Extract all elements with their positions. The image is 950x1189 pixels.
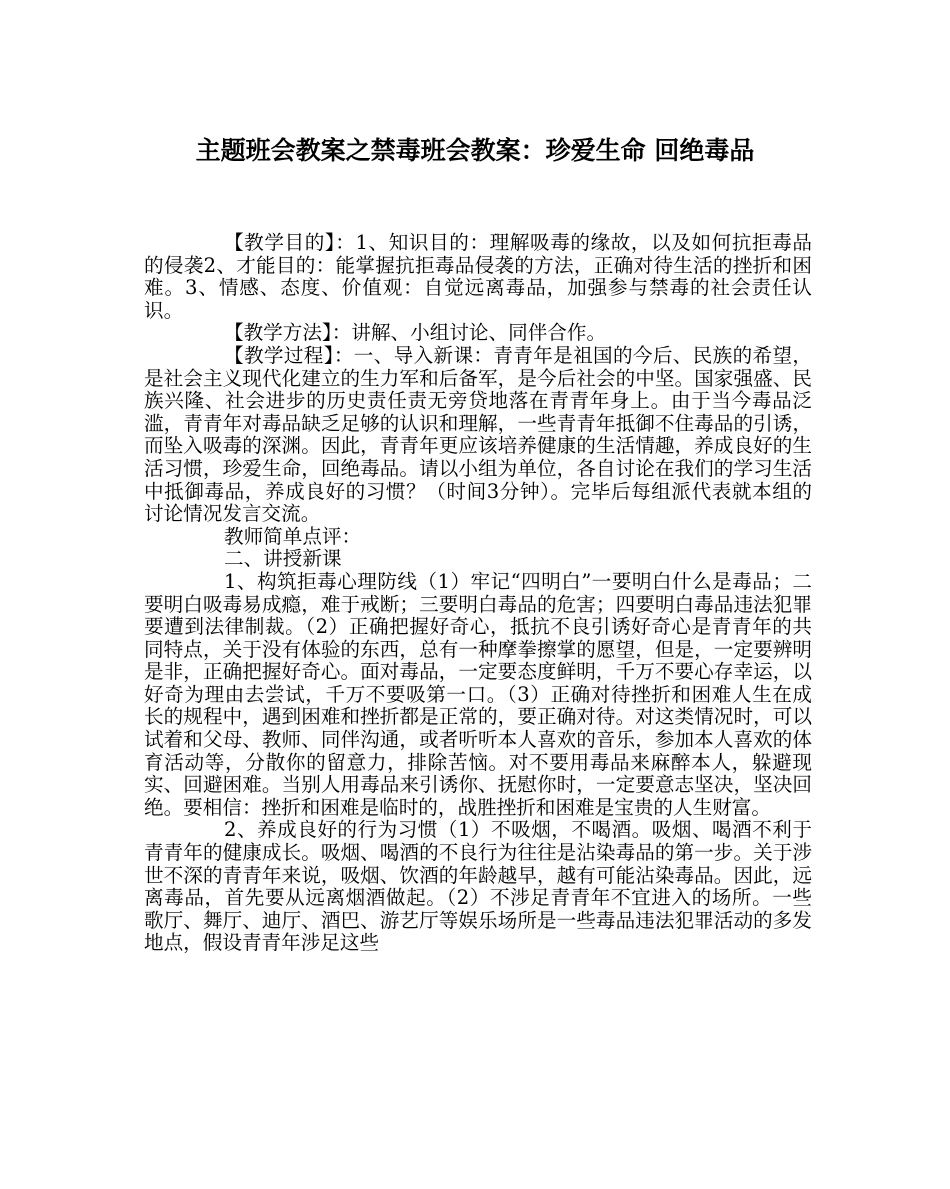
paragraph-new-lesson-heading: 二、讲授新课 bbox=[224, 547, 342, 571]
document-body bbox=[144, 232, 812, 955]
document-title: 主题班会教案之禁毒班会教案：珍爱生命 回绝毒品 bbox=[195, 136, 755, 165]
paragraph-teaching-methods: 【教学方法】：讲解、小组讨论、同伴合作。 bbox=[224, 321, 607, 345]
paragraph-psychological-defense: 1、构筑拒毒心理防线（1）牢记“四明白”一要明白什么是毒品；二要明白吸毒易成瘾，难于戒断；三要明白毒品的危害；四要明白毒品违法犯罪要遭到法律制裁。（2）正确把握好奇心，抵抗不良引诱好奇心是青青年的共同特点，关于没有体验的东西，总有一种摩拳擦掌的愿望，但是，一定要辨明是非，正确把握好奇心。面对毒品，一定要态度鲜明，千万不要心存幸运，以好奇为理由去尝试，千万不要吸第一口。（3）正确对待挫折和困难人生在成长的规程中，遇到困难和挫折都是正常的，要正确对待。对这类情况时，可以试着和父母、教师、同伴沟通，或者听听本人喜欢的音乐，参加本人喜欢的体育活动等，分散你的留意力，排除苦恼。对不要用毒品来麻醉本人，躲避现实、回避困难。当别人用毒品来引诱你、抚慰你时，一定要意志坚决，坚决回绝。要相信：挫折和困难是临时的，战胜挫折和困难是宝贵的人生财富。 bbox=[144, 569, 812, 819]
paragraph-teaching-process: 【教学过程】：一、导入新课：青青年是祖国的今后、民族的希望，是社会主义现代化建立的生力军和后备军，是今后社会的中坚。国家强盛、民族兴隆、社会进步的历史责任责无旁贷地落在青青年身上。由于当今毒品泛滥，青青年对毒品缺乏足够的认识和理解，一些青青年抵御不住毒品的引诱，而坠入吸毒的深渊。因此，青青年更应该培养健康的生活情趣，养成良好的生活习惯，珍爱生命，回绝毒品。请以小组为单位，各自讨论在我们的学习生活中抵御毒品，养成良好的习惯？（时间3分钟）。完毕后每组派代表就本组的讨论情况发言交流。 bbox=[144, 343, 812, 526]
paragraph-good-habits: 2、养成良好的行为习惯（1）不吸烟，不喝酒。吸烟、喝酒不利于青青年的健康成长。吸烟、喝酒的不良行为往往是沾染毒品的第一步。关于涉世不深的青青年来说，吸烟、饮酒的年龄越早，越有可能沾染毒品。因此，远离毒品，首先要从远离烟酒做起。（2）不涉足青青年不宜进入的场所。一些歌厅、舞厅、迪厅、酒巴、游艺厅等娱乐场所是一些毒品违法犯罪活动的多发地点，假设青青年涉足这些 bbox=[144, 818, 812, 955]
paragraph-teacher-comment: 教师简单点评： bbox=[224, 524, 362, 548]
paragraph-teaching-goals: 【教学目的】：1、知识目的：理解吸毒的缘故，以及如何抗拒毒品的侵袭2、才能目的：能掌握抗拒毒品侵袭的方法，正确对待生活的挫折和困难。3、情感、态度、价值观：自觉远离毒品，加强参与禁毒的社会责任认识。 bbox=[144, 231, 812, 322]
